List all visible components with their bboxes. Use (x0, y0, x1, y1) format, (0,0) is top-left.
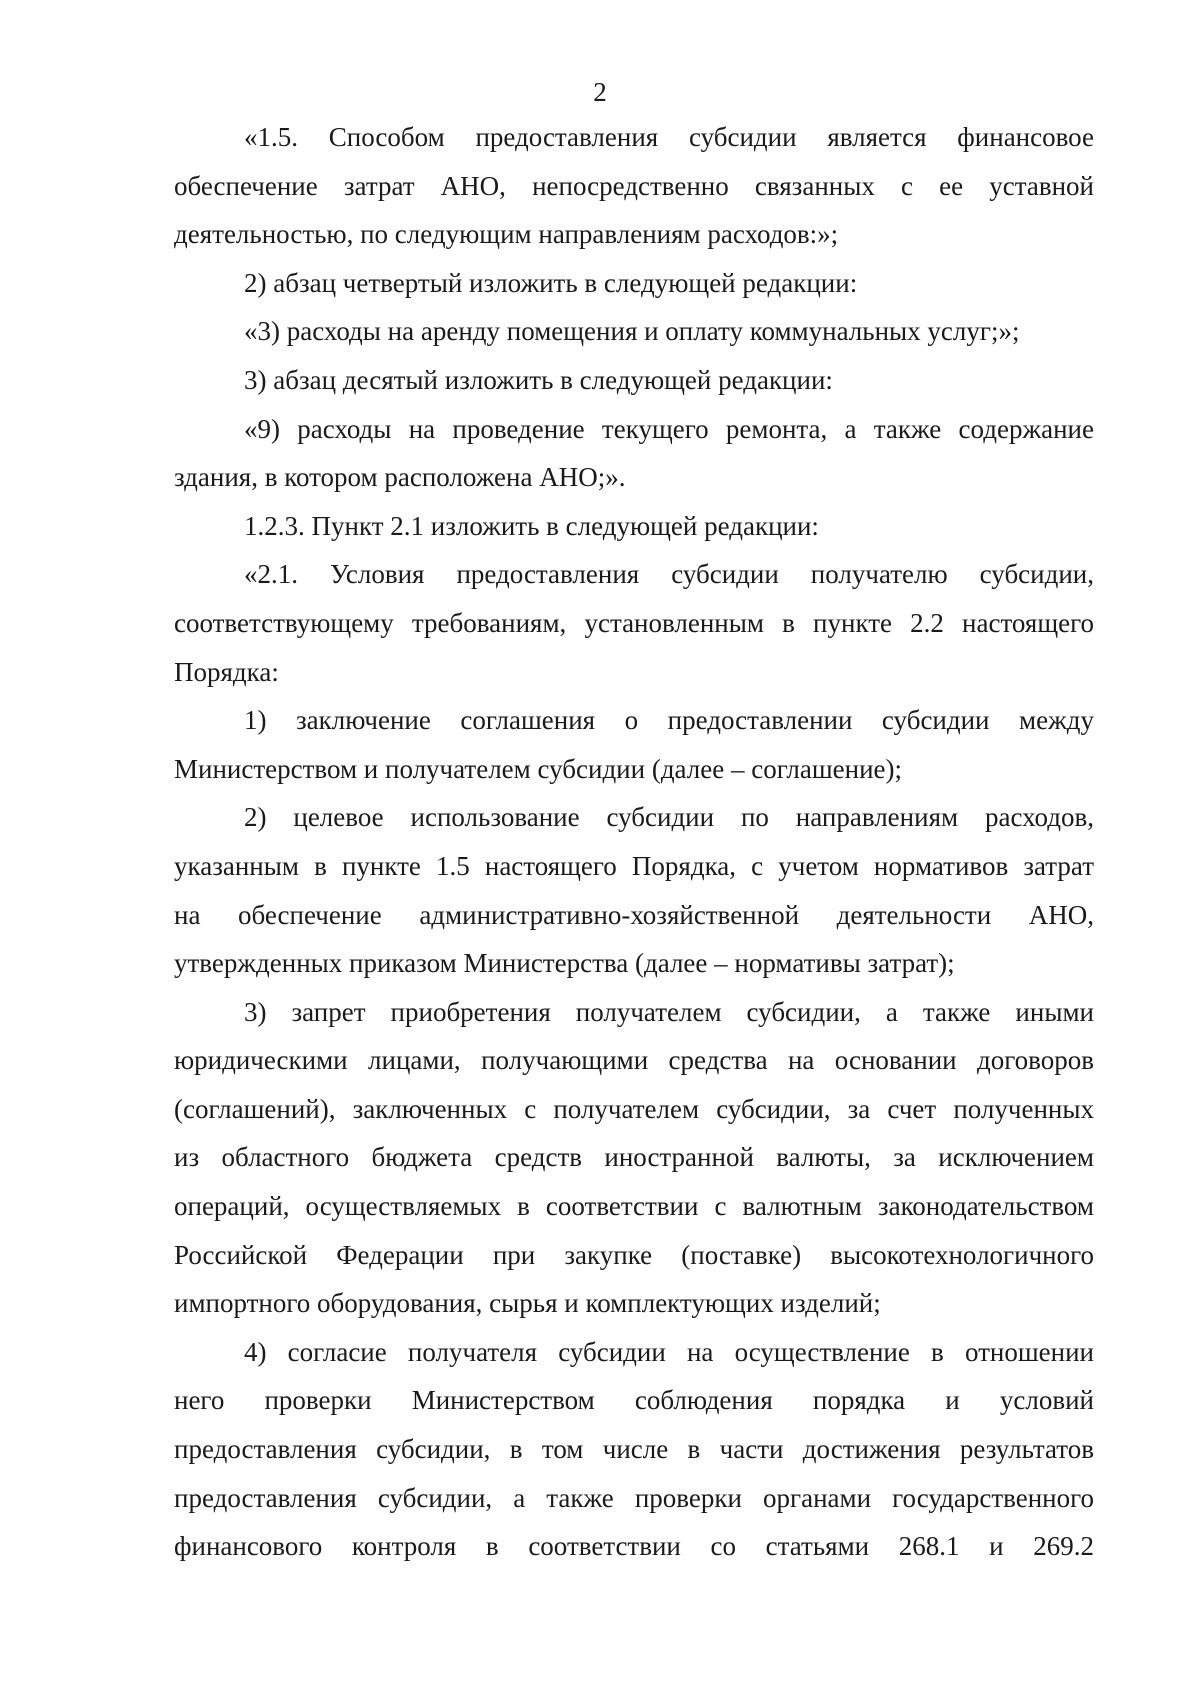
text-line: 2) целевое использование субсидии по направлениям расходов, (244, 802, 1094, 833)
text-line: 4) согласие получателя субсидии на осуществление в отношении (244, 1336, 1094, 1367)
text-line: Порядка: (174, 656, 279, 687)
text-line: предоставления субсидии, а также проверки органами государственного (174, 1482, 1094, 1513)
paragraph (174, 793, 1094, 987)
text-line: «3) расходы на аренду помещения и оплату коммунальных услуг;»; (244, 316, 1020, 347)
text-line: соответствующему требованиям, установленным в пункте 2.2 настоящего (174, 607, 1094, 638)
text-line: на обеспечение административно-хозяйственной деятельности АНО, (174, 899, 1094, 930)
text-line: Российской Федерации при закупке (поставке) высокотехнологичного (174, 1239, 1094, 1270)
text-line: финансового контроля в соответствии со статьями 268.1 и 269.2 (174, 1531, 1094, 1562)
text-line: импортного оборудования, сырья и комплектующих изделий; (174, 1288, 881, 1319)
text-line: 1) заключение соглашения о предоставлении субсидии между (244, 705, 1094, 736)
page-number: 2 (593, 77, 607, 107)
document-body (174, 113, 1094, 1571)
paragraph (174, 696, 1094, 793)
text-line: 1.2.3. Пункт 2.1 изложить в следующей редакции: (244, 510, 819, 541)
text-line: юридическими лицами, получающими средства на основании договоров (174, 1045, 1094, 1076)
paragraph (174, 550, 1094, 696)
text-line: 2) абзац четвертый изложить в следующей редакции: (244, 267, 858, 298)
text-line: указанным в пункте 1.5 настоящего Порядка, с учетом нормативов затрат (174, 850, 1094, 881)
text-line: утвержденных приказом Министерства (далее – нормативы затрат); (174, 948, 955, 979)
paragraph (174, 259, 1094, 308)
text-line: 3) запрет приобретения получателем субсидии, а также иными (244, 996, 1094, 1027)
paragraph (174, 113, 1094, 259)
paragraph (174, 988, 1094, 1328)
paragraph (174, 307, 1094, 356)
text-line: «1.5. Способом предоставления субсидии является финансовое (244, 122, 1094, 152)
text-line: «9) расходы на проведение текущего ремонта, а также содержание (244, 413, 1094, 444)
text-line: обеспечение затрат АНО, непосредственно связанных с ее уставной (174, 170, 1094, 201)
paragraph (174, 356, 1094, 405)
text-line: предоставления субсидии, в том числе в части достижения результатов (174, 1434, 1094, 1465)
text-line: операций, осуществляемых в соответствии с валютным законодательством (174, 1191, 1094, 1222)
text-line: него проверки Министерством соблюдения порядка и условий (174, 1385, 1094, 1416)
text-line: «2.1. Условия предоставления субсидии получателю субсидии, (244, 559, 1094, 590)
text-line: Министерством и получателем субсидии (далее – соглашение); (174, 753, 903, 784)
paragraph (174, 502, 1094, 551)
text-line: 3) абзац десятый изложить в следующей редакции: (244, 364, 833, 395)
text-line: из областного бюджета средств иностранной валюты, за исключением (174, 1142, 1094, 1173)
text-line: здания, в котором расположена АНО;». (174, 462, 626, 493)
text-line: деятельностью, по следующим направлениям расходов:»; (174, 219, 839, 250)
paragraph (174, 405, 1094, 502)
paragraph (174, 1328, 1094, 1571)
text-line: (соглашений), заключенных с получателем субсидии, за счет полученных (174, 1093, 1094, 1124)
